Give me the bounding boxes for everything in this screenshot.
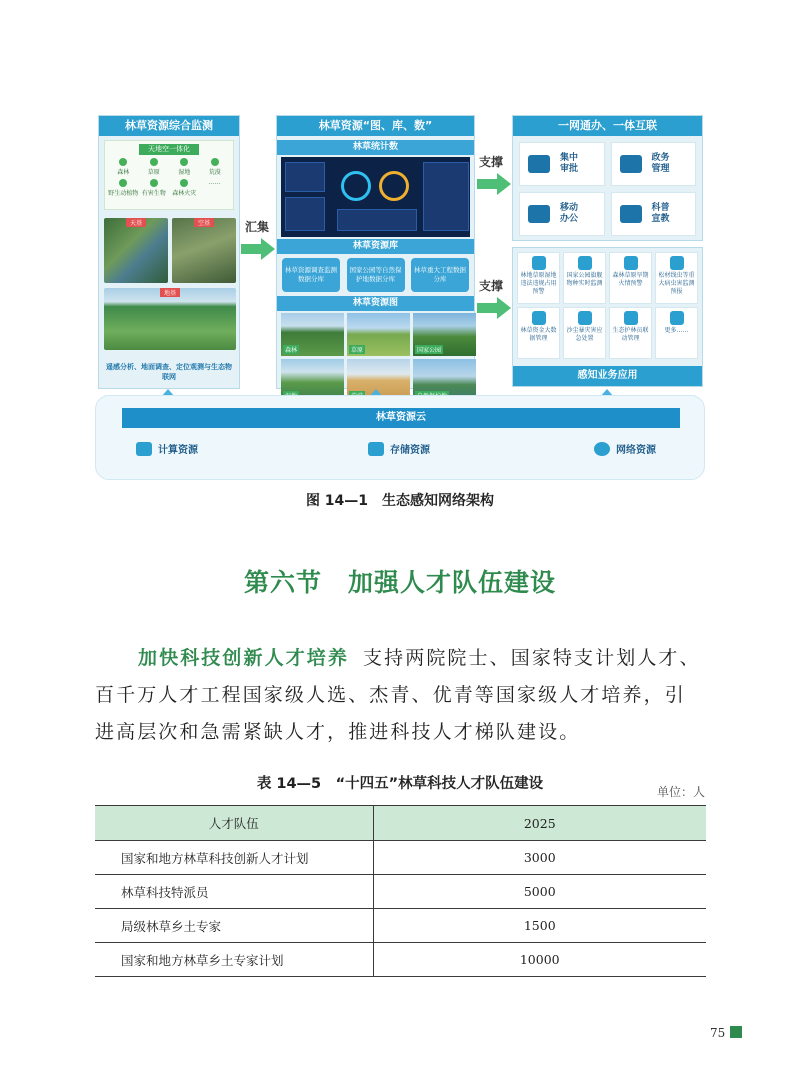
support-arrow-icon [477, 297, 511, 319]
truck-icon [578, 311, 592, 325]
monitor-item: 草原 [139, 158, 170, 176]
page-marker [730, 1026, 742, 1038]
db-item: 林草重大工程数据分库 [411, 258, 469, 292]
wetland-icon [180, 158, 188, 166]
support-label-2: 支撑 [479, 279, 504, 293]
paragraph-line-3: 进高层次和急需紧缺人才，推进科技人才梯队建设。 [95, 721, 581, 743]
fire-icon [624, 256, 638, 270]
row-label: 局级林草乡土专家 [95, 909, 373, 943]
paragraph-lead: 加快科技创新人才培养 [138, 647, 350, 669]
service-tile: 科普宣教 [611, 192, 697, 236]
space-air-ground-box [104, 140, 234, 210]
talent-table [95, 805, 706, 977]
dash-panel [285, 197, 325, 231]
monitor-item: 森林 [108, 158, 139, 176]
db-items [277, 254, 474, 296]
ranger-icon [624, 311, 638, 325]
app-tile: 生态护林员联动管理 [609, 307, 652, 359]
table-row [95, 875, 706, 909]
apps-grid [513, 248, 702, 363]
row-value: 5000 [373, 875, 706, 909]
monitor-item: …… [208, 179, 221, 186]
table-row [95, 943, 706, 977]
table-unit: 单位：人 [656, 785, 705, 799]
monitor-item: 有害生物 [139, 179, 170, 197]
dash-ring [341, 171, 371, 201]
resource-cloud [95, 395, 705, 480]
row-label: 国家和地方林草科技创新人才计划 [95, 841, 373, 875]
app-tile: 林草资金大数据管理 [517, 307, 560, 359]
app-tile: 更多…… [655, 307, 698, 359]
stats-title: 林草统计数 [277, 140, 474, 155]
monitoring-panel-title: 林草资源综合监测 [99, 116, 239, 136]
monitoring-panel [98, 115, 240, 389]
app-tile: 森林草原旱期火情预警 [609, 252, 652, 304]
storage-resource: 存储资源 [368, 441, 430, 456]
gov-service-panel [512, 115, 703, 241]
tag-sky: 天基 [126, 218, 146, 227]
mid-panel-title: 林草资源“图、库、数” [277, 116, 474, 136]
desert-icon [211, 158, 219, 166]
drone-photo [172, 218, 236, 283]
map-db-stats-panel [276, 115, 475, 389]
network-resource: 网络资源 [594, 441, 656, 456]
table-row [95, 841, 706, 875]
mail-icon [620, 155, 642, 173]
monitor-item: 野生动植物 [108, 179, 139, 197]
row-value: 1500 [373, 909, 706, 943]
monitor-items [105, 158, 233, 197]
paragraph-line-1 [138, 640, 706, 677]
support-arrow-icon [477, 173, 511, 195]
collect-label: 汇集 [245, 220, 270, 234]
db-title: 林草资源库 [277, 239, 474, 254]
grass-icon [150, 158, 158, 166]
grid-icon [670, 311, 684, 325]
satellite-photo [104, 218, 168, 283]
header-team: 人才队伍 [95, 806, 373, 841]
alarm-icon [532, 256, 546, 270]
app-tile: 国家公园旗舰物种实时监测 [563, 252, 606, 304]
db-item: 林草资源调查监测数据分库 [282, 258, 340, 292]
figure-caption: 图 14—1 生态感知网络架构 [305, 493, 495, 509]
bug-icon [670, 256, 684, 270]
network-icon [594, 442, 610, 456]
monitor-icon [578, 256, 592, 270]
monitor-item: 湿地 [169, 158, 200, 176]
architecture-diagram [95, 110, 705, 482]
app-tile: 沙尘暴灾害应急处置 [563, 307, 606, 359]
row-label: 林草科技特派员 [95, 875, 373, 909]
dash-panel [423, 162, 469, 231]
wildlife-icon [119, 179, 127, 187]
yuan-icon [532, 311, 546, 325]
table-row [95, 909, 706, 943]
map-title: 林草资源图 [277, 296, 474, 311]
monitor-item: 森林火灾 [169, 179, 200, 197]
paragraph-text: 支持两院院士、国家特支计划人才、 [363, 647, 701, 669]
monitoring-footer: 遥感分析、地面调查、定位观测与生态物联网 [106, 363, 232, 381]
row-value: 10000 [373, 943, 706, 977]
database-icon [368, 442, 384, 456]
row-value: 3000 [373, 841, 706, 875]
row-label: 国家和地方林草乡土专家计划 [95, 943, 373, 977]
dash-panel [337, 209, 417, 231]
app-tile: 松材线虫等重大病虫害监测预报 [655, 252, 698, 304]
monitor-item: 荒漠 [200, 158, 231, 176]
table-title: 表 14—5 “十四五”林草科技人才队伍建设 [256, 776, 544, 792]
dash-panel [285, 162, 325, 192]
printer-icon [528, 205, 550, 223]
support-label-1: 支撑 [479, 155, 504, 169]
service-tile: 移动办公 [519, 192, 605, 236]
ground-photo [104, 288, 236, 350]
tag-ground: 地基 [160, 288, 180, 297]
tree-icon [119, 158, 127, 166]
app-tile: 林地草原湿地违法违规占用预警 [517, 252, 560, 304]
header-year: 2025 [373, 806, 706, 841]
table-header-row [95, 806, 706, 841]
dash-ring [379, 171, 409, 201]
map-image: 国家公园 [413, 313, 476, 356]
sky-title: 天地空一体化 [139, 144, 199, 155]
map-image: 森林 [281, 313, 344, 356]
books-icon [620, 205, 642, 223]
perception-apps-title: 感知业务应用 [513, 366, 702, 386]
approval-icon [528, 155, 550, 173]
section-title: 第六节 加强人才队伍建设 [243, 568, 556, 597]
tag-air: 空基 [194, 218, 214, 227]
service-tile: 政务管理 [611, 142, 697, 186]
paragraph-line-2: 百千万人才工程国家级人选、杰青、优青等国家级人才培养，引 [95, 684, 686, 706]
perception-apps-panel [512, 247, 703, 387]
stats-dashboard [281, 157, 470, 237]
pest-icon [150, 179, 158, 187]
fire-icon [180, 179, 188, 187]
db-item: 国家公园等自然保护地数据分库 [347, 258, 405, 292]
compute-resource: 计算资源 [136, 441, 198, 456]
cloud-title: 林草资源云 [122, 408, 680, 428]
service-tile: 集中审批 [519, 142, 605, 186]
computer-icon [136, 442, 152, 456]
map-image: 草原 [347, 313, 410, 356]
gov-service-grid [513, 136, 702, 242]
gov-service-title: 一网通办、一体互联 [513, 116, 702, 136]
collect-arrow-icon [241, 238, 275, 260]
page-number: 75 [710, 1026, 726, 1040]
